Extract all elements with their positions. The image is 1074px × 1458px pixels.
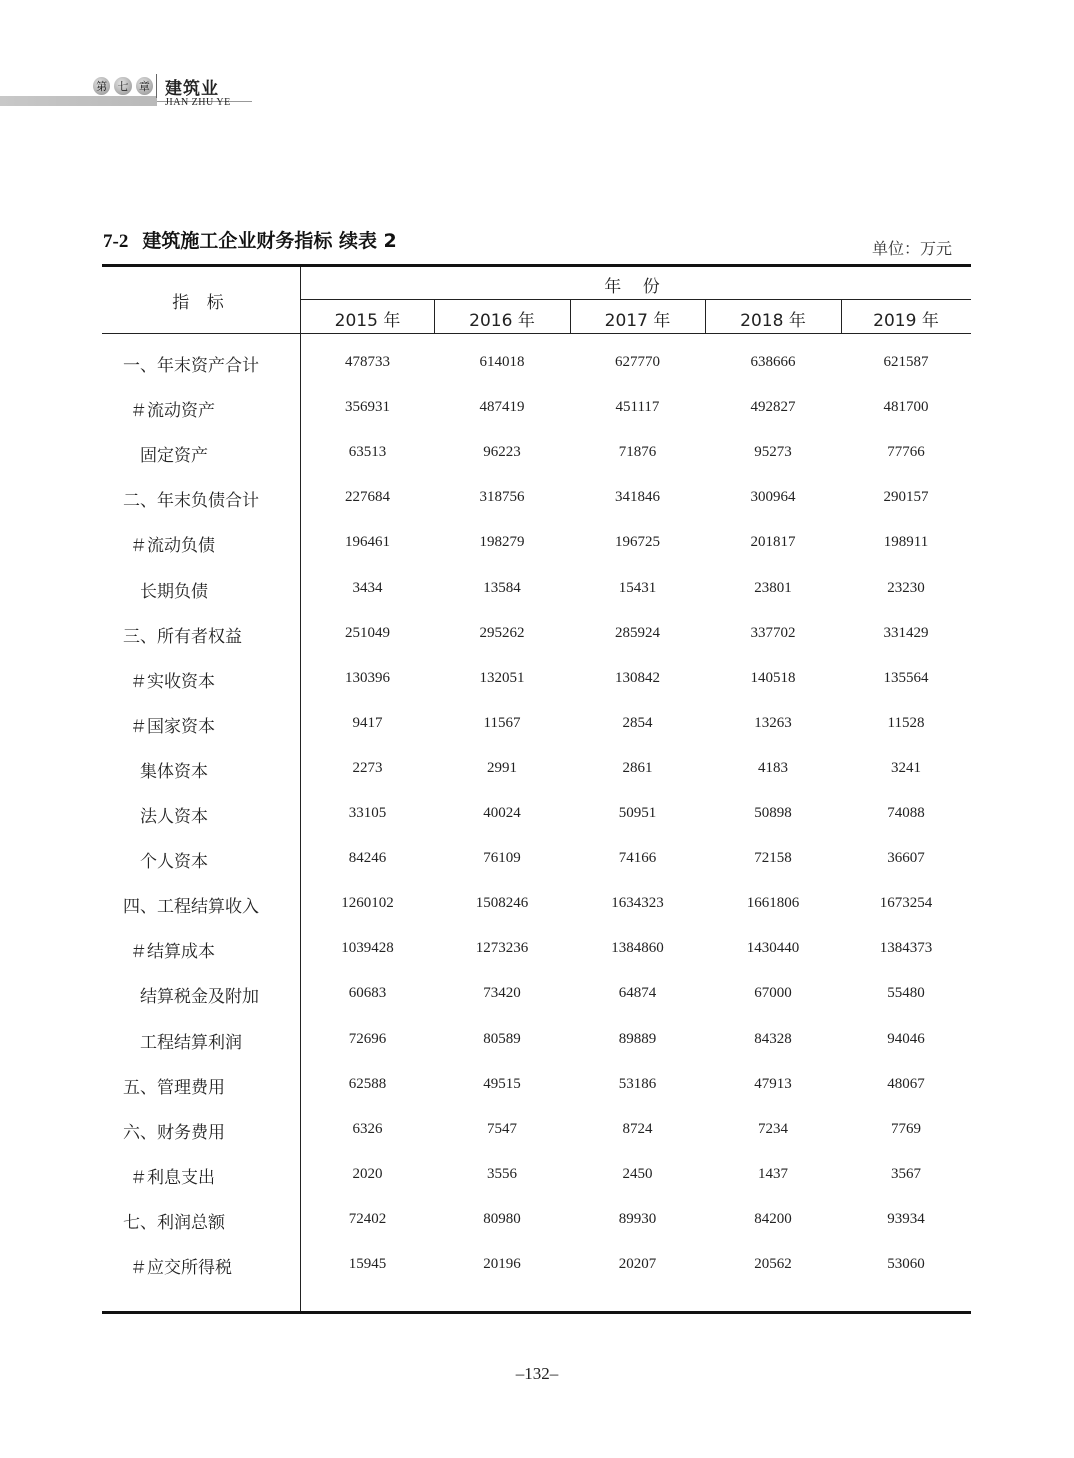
- table-cell: 627770: [615, 354, 660, 370]
- table-cell: 487419: [479, 399, 525, 415]
- table-cell: 295262: [479, 625, 525, 641]
- row-label: 一、年末资产合计: [123, 356, 259, 376]
- table-cell: 7769: [891, 1121, 921, 1137]
- year-header: 2017 年: [604, 311, 671, 331]
- table-cell: 50951: [618, 805, 657, 821]
- row-label: 二、年末负债合计: [123, 491, 259, 511]
- table-cell: 135564: [883, 670, 929, 686]
- row-label: 三、所有者权益: [123, 627, 242, 647]
- row-label: ＃利息支出: [130, 1168, 215, 1188]
- page-number: –132–: [515, 1364, 559, 1383]
- table-cell: 227684: [345, 489, 390, 505]
- row-label: 结算税金及附加: [140, 987, 259, 1007]
- table-cell: 3434: [352, 580, 383, 596]
- table-cell: 96223: [483, 444, 521, 460]
- table-bottom-rule: [102, 1311, 971, 1314]
- table-cell: 13263: [754, 715, 792, 731]
- table-cell: 74166: [618, 850, 657, 866]
- row-label: ＃流动资产: [130, 401, 215, 421]
- table-cell: 89930: [618, 1211, 657, 1227]
- year-header: 2018 年: [740, 311, 806, 331]
- table-cell: 481700: [883, 399, 929, 415]
- chapter-divider: [156, 74, 157, 98]
- table-cell: 638666: [750, 354, 796, 370]
- table-cell: 196725: [615, 534, 660, 550]
- table-top-rule: [102, 264, 971, 267]
- table-cell: 8724: [622, 1121, 653, 1137]
- unit-label: 单位：万元: [872, 239, 953, 258]
- table-cell: 72402: [348, 1211, 387, 1227]
- chapter-badge-char: 七: [114, 77, 131, 95]
- chapter-title: 建筑业: [165, 79, 219, 99]
- table-cell: 2991: [487, 760, 517, 776]
- year-header: 2016 年: [469, 311, 535, 331]
- table-cell: 73420: [483, 985, 521, 1001]
- row-label: 七、利润总额: [123, 1213, 225, 1233]
- table-cell: 72158: [754, 850, 792, 866]
- table-cell: 50898: [754, 805, 792, 821]
- table-cell: 3556: [487, 1166, 517, 1182]
- header-bottom-rule: [102, 333, 971, 334]
- row-label: ＃流动负债: [130, 536, 215, 556]
- table-cell: 2861: [622, 760, 653, 776]
- table-cell: 2854: [622, 715, 653, 731]
- row-label: 五、管理费用: [123, 1078, 225, 1098]
- table-cell: 337702: [750, 625, 796, 641]
- row-label: 固定资产: [140, 446, 208, 466]
- table-cell: 318756: [479, 489, 525, 505]
- table-cell: 1384373: [879, 940, 933, 956]
- table-cell: 49515: [483, 1076, 521, 1092]
- table-cell: 11567: [483, 715, 521, 731]
- row-label: ＃实收资本: [130, 672, 215, 692]
- table-cell: 1661806: [746, 895, 800, 911]
- table-cell: 201817: [750, 534, 796, 550]
- table-cell: 1039428: [341, 940, 394, 956]
- year-column-divider: [434, 300, 435, 333]
- table-cell: 1430440: [746, 940, 800, 956]
- table-cell: 4183: [758, 760, 788, 776]
- table-cell: 23801: [754, 580, 792, 596]
- table-cell: 63513: [348, 444, 387, 460]
- table-cell: 76109: [483, 850, 521, 866]
- year-column-divider: [705, 300, 706, 333]
- table-cell: 356931: [345, 399, 390, 415]
- year-column-divider: [570, 300, 571, 333]
- table-cell: 2450: [622, 1166, 653, 1182]
- chapter-badge-char: 章: [136, 77, 153, 95]
- table-cell: 15945: [348, 1256, 387, 1272]
- table-cell: 451117: [615, 399, 660, 415]
- table-cell: 1437: [758, 1166, 788, 1182]
- table-cell: 492827: [750, 399, 796, 415]
- table-cell: 23230: [887, 580, 925, 596]
- row-label: ＃结算成本: [130, 942, 215, 962]
- year-header: 2019 年: [873, 311, 939, 331]
- table-cell: 3567: [891, 1166, 921, 1182]
- table-cell: 33105: [348, 805, 387, 821]
- table-cell: 20562: [754, 1256, 792, 1272]
- table-cell: 2273: [352, 760, 383, 776]
- table-number: 7-2: [103, 231, 129, 252]
- table-cell: 140518: [750, 670, 796, 686]
- table-cell: 196461: [345, 534, 390, 550]
- table-cell: 1273236: [475, 940, 529, 956]
- row-label: ＃应交所得税: [130, 1258, 232, 1278]
- table-cell: 1384860: [611, 940, 664, 956]
- table-cell: 36607: [887, 850, 925, 866]
- header-band: [0, 96, 157, 106]
- row-label: 长期负债: [140, 582, 208, 602]
- table-cell: 2020: [352, 1166, 383, 1182]
- table-cell: 74088: [887, 805, 925, 821]
- table-cell: 20207: [618, 1256, 657, 1272]
- table-cell: 285924: [615, 625, 660, 641]
- table-cell: 20196: [483, 1256, 521, 1272]
- table-cell: 93934: [887, 1211, 925, 1227]
- chapter-badge-char: 第: [93, 77, 110, 95]
- table-title-text: 建筑施工企业财务指标 续表 2: [142, 230, 397, 252]
- table-cell: 55480: [887, 985, 925, 1001]
- table-cell: 130842: [615, 670, 660, 686]
- table-title: [103, 226, 397, 253]
- table-cell: 1673254: [879, 895, 933, 911]
- table-cell: 95273: [754, 444, 792, 460]
- row-label: 工程结算利润: [140, 1033, 242, 1053]
- table-cell: 64874: [618, 985, 657, 1001]
- table-cell: 80589: [483, 1031, 521, 1047]
- year-group-header: 年 份: [604, 277, 668, 297]
- table-cell: 300964: [750, 489, 796, 505]
- table-cell: 84200: [754, 1211, 792, 1227]
- table-cell: 40024: [483, 805, 521, 821]
- table-cell: 72696: [348, 1031, 387, 1047]
- row-label: ＃国家资本: [130, 717, 215, 737]
- table-cell: 132051: [479, 670, 525, 686]
- table-cell: 1260102: [341, 895, 394, 911]
- row-label: 法人资本: [140, 807, 208, 827]
- table-cell: 80980: [483, 1211, 521, 1227]
- year-column-divider: [841, 300, 842, 333]
- table-cell: 48067: [887, 1076, 925, 1092]
- table-cell: 478733: [345, 354, 390, 370]
- table-cell: 84328: [754, 1031, 792, 1047]
- row-label: 集体资本: [140, 762, 208, 782]
- table-cell: 67000: [754, 985, 792, 1001]
- table-cell: 1634323: [611, 895, 664, 911]
- stub-divider: [300, 267, 301, 1311]
- table-cell: 60683: [348, 985, 387, 1001]
- table-cell: 13584: [483, 580, 521, 596]
- table-cell: 7234: [758, 1121, 788, 1137]
- table-cell: 47913: [754, 1076, 792, 1092]
- table-cell: 84246: [348, 850, 387, 866]
- row-label: 个人资本: [140, 852, 208, 872]
- year-header-rule: [301, 299, 971, 300]
- table-cell: 94046: [887, 1031, 925, 1047]
- table-cell: 130396: [345, 670, 390, 686]
- table-cell: 614018: [479, 354, 525, 370]
- table-cell: 11528: [887, 715, 925, 731]
- row-label: 四、工程结算收入: [123, 897, 259, 917]
- table-cell: 7547: [487, 1121, 517, 1137]
- table-cell: 198279: [479, 534, 525, 550]
- chapter-pinyin: JIAN ZHU YE: [165, 97, 231, 108]
- table-cell: 71876: [618, 444, 657, 460]
- chapter-badge: [93, 76, 153, 96]
- table-cell: 62588: [348, 1076, 387, 1092]
- table-cell: 53060: [887, 1256, 925, 1272]
- table-cell: 6326: [352, 1121, 383, 1137]
- table-cell: 251049: [345, 625, 390, 641]
- table-cell: 3241: [891, 760, 921, 776]
- stub-header: 指 标: [172, 293, 230, 313]
- row-label: 六、财务费用: [123, 1123, 225, 1143]
- table-cell: 341846: [615, 489, 660, 505]
- table-cell: 77766: [887, 444, 925, 460]
- table-cell: 290157: [883, 489, 929, 505]
- table-cell: 1508246: [475, 895, 529, 911]
- table-cell: 198911: [883, 534, 929, 550]
- table-cell: 15431: [618, 580, 657, 596]
- year-header: 2015 年: [334, 311, 401, 331]
- table-cell: 89889: [618, 1031, 657, 1047]
- table-cell: 621587: [883, 354, 929, 370]
- table-cell: 331429: [883, 625, 929, 641]
- table-cell: 9417: [352, 715, 383, 731]
- table-cell: 53186: [618, 1076, 657, 1092]
